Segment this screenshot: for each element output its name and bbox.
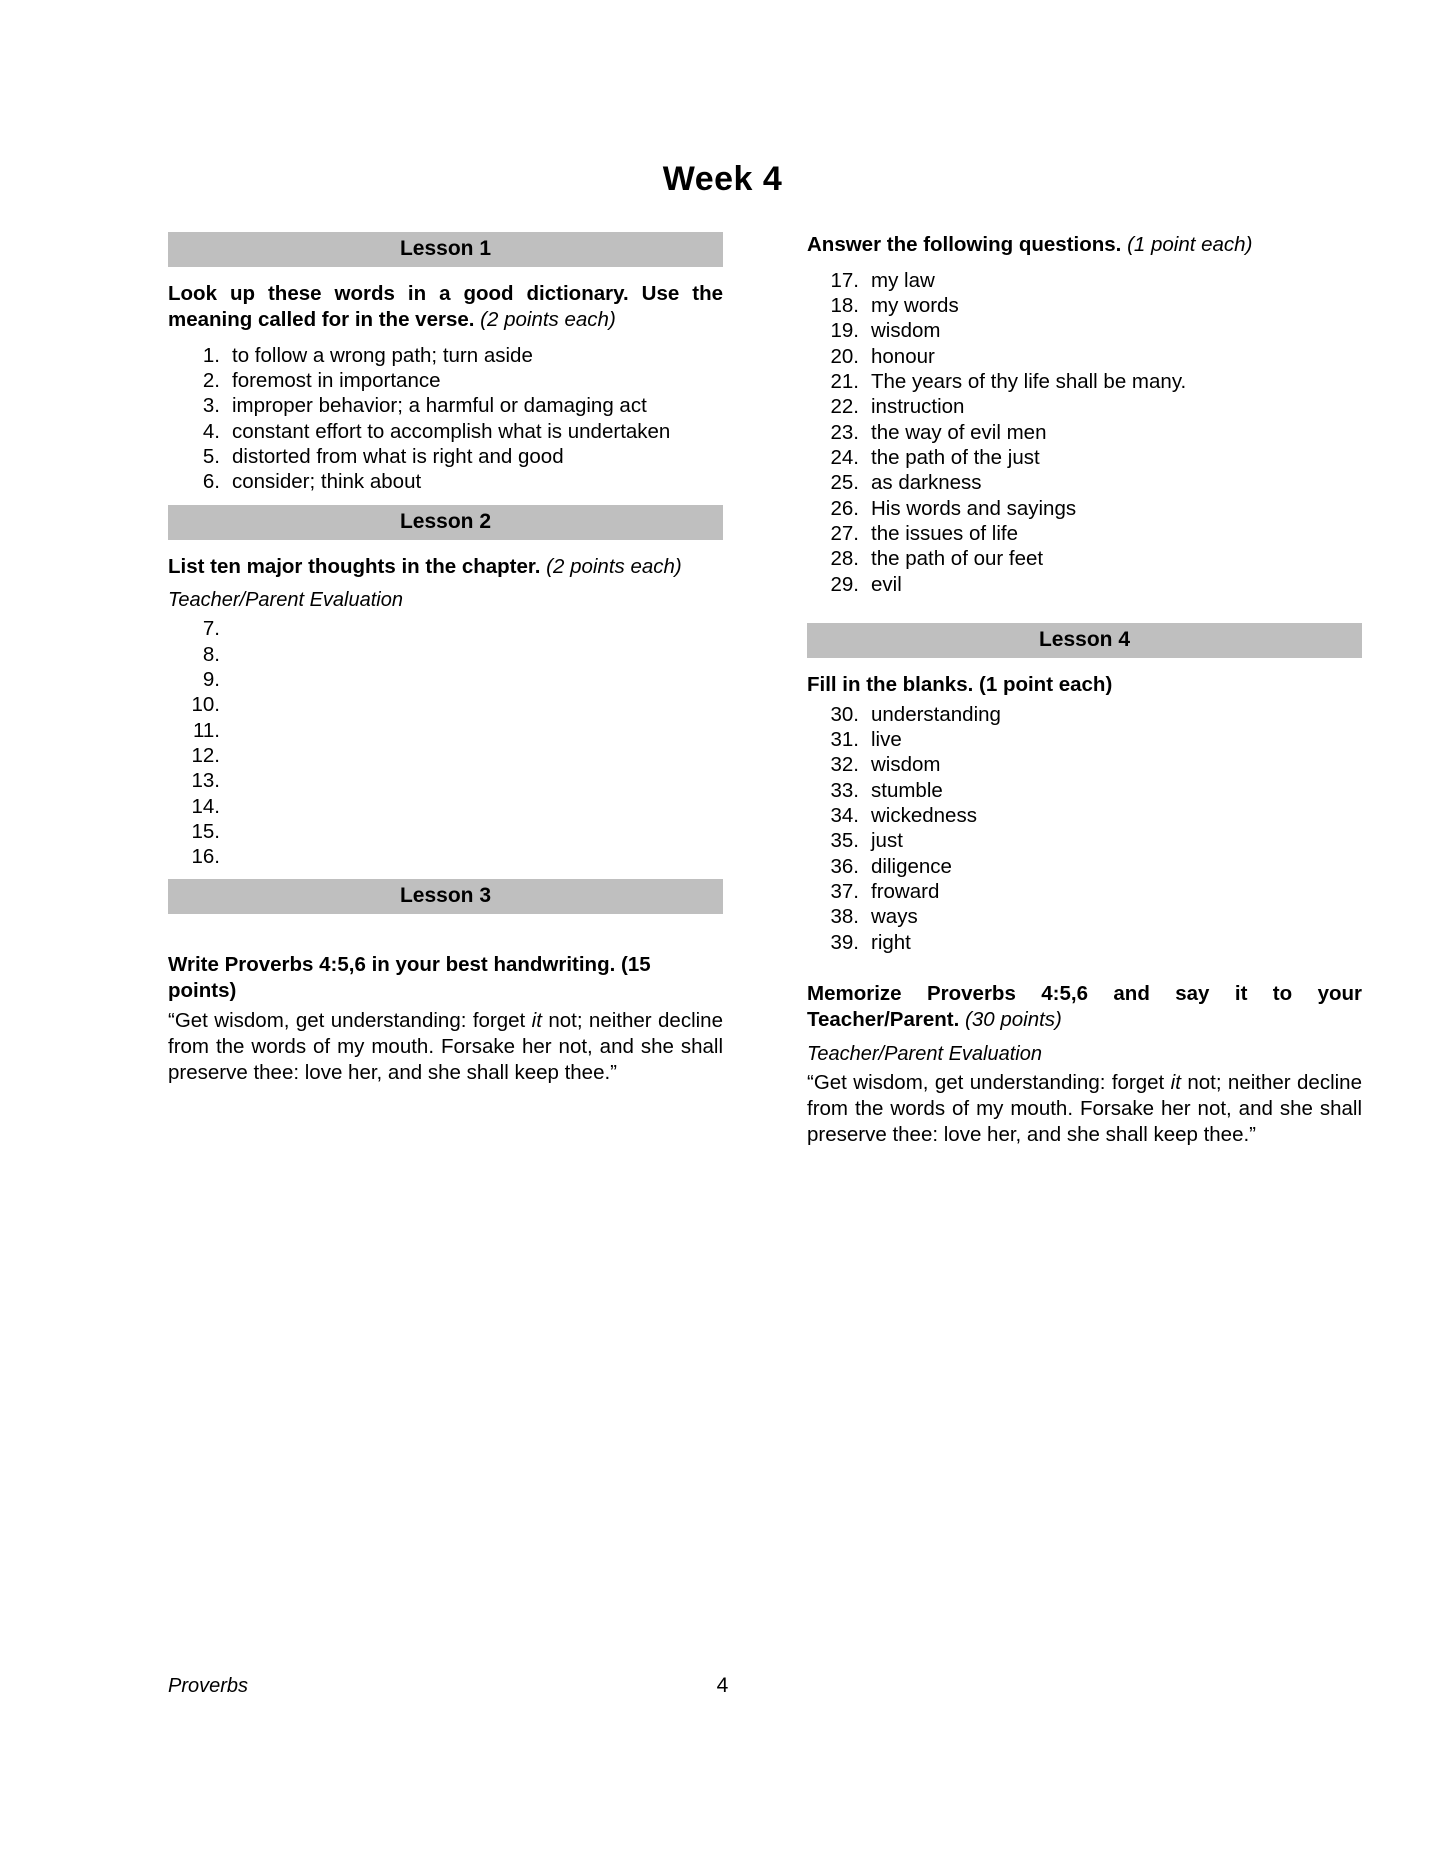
two-column-body [168, 232, 1363, 1148]
item-text: wisdom [871, 753, 941, 777]
list-item [807, 445, 1362, 470]
page-title: Week 4 [662, 160, 783, 198]
list-item [807, 727, 1362, 752]
memorize-instruction-text: Memorize Proverbs 4:5,6 and say it to your Teacher/Parent. [807, 981, 1362, 1031]
list-item [168, 768, 723, 793]
item-number: 12. [191, 743, 220, 767]
lesson-4-points: (1 point each) [979, 672, 1113, 696]
item-number: 6. [202, 470, 220, 494]
list-item [807, 879, 1362, 904]
list-item [807, 420, 1362, 445]
item-number: 24. [830, 446, 859, 470]
item-text: my words [871, 294, 959, 318]
lesson-4-instruction [807, 672, 1362, 698]
item-text: as darkness [871, 471, 982, 495]
item-number: 29. [830, 572, 859, 596]
lesson-1-instruction-text: Look up these words in a good dictionary. Use the meaning called for in the verse. [168, 282, 723, 331]
item-number: 33. [830, 778, 859, 802]
lesson-2-evaluation-label: Teacher/Parent Evaluation [168, 589, 403, 612]
list-item [168, 642, 723, 667]
item-number: 16. [191, 845, 220, 869]
list-item [807, 268, 1362, 293]
item-text: ways [871, 905, 918, 929]
list-item [807, 702, 1362, 727]
item-number: 9. [202, 667, 220, 691]
list-item [168, 844, 723, 869]
item-number: 18. [830, 294, 859, 318]
memorize-instruction [807, 981, 1362, 1033]
item-number: 35. [830, 829, 859, 853]
item-number: 3. [202, 394, 220, 418]
list-item [807, 394, 1362, 419]
list-item [807, 293, 1362, 318]
list-item [168, 794, 723, 819]
lesson-4-heading: Lesson 4 [807, 623, 1362, 658]
item-text: constant effort to accomplish what is undertaken [232, 419, 671, 443]
item-number: 34. [830, 803, 859, 827]
list-item [807, 803, 1362, 828]
list-item [807, 572, 1362, 597]
list-item [807, 854, 1362, 879]
lesson-1-answer-list [168, 343, 723, 495]
list-item [807, 546, 1362, 571]
list-item [807, 369, 1362, 394]
lesson-4-evaluation-label: Teacher/Parent Evaluation [807, 1042, 1042, 1065]
lesson-2-heading: Lesson 2 [168, 505, 723, 540]
item-number: 25. [830, 471, 859, 495]
lesson-2-instruction [168, 554, 723, 580]
lesson-2-points: (2 points each) [546, 554, 682, 578]
item-text: improper behavior; a harmful or damaging act [232, 394, 647, 418]
item-text: the way of evil men [871, 420, 1047, 444]
list-item [168, 819, 723, 844]
questions-points: (1 point each) [1127, 233, 1253, 256]
item-number: 23. [830, 420, 859, 444]
item-text: instruction [871, 395, 965, 419]
lesson-3-instruction [168, 952, 723, 1004]
item-text: His words and sayings [871, 496, 1077, 520]
verse-italic-word: it [1170, 1070, 1181, 1094]
item-number: 21. [830, 370, 859, 394]
item-number: 37. [830, 879, 859, 903]
item-text: understanding [871, 702, 1001, 726]
questions-answer-list [807, 268, 1362, 597]
list-item [168, 444, 723, 469]
item-number: 20. [830, 344, 859, 368]
list-item [807, 752, 1362, 777]
item-text: honour [871, 344, 935, 368]
list-item [168, 667, 723, 692]
item-text: wickedness [871, 803, 977, 827]
list-item [168, 368, 723, 393]
item-text: just [871, 829, 903, 853]
item-text: The years of thy life shall be many. [871, 370, 1187, 394]
item-text: the path of our feet [871, 547, 1044, 571]
verse-part-1: “Get wisdom, get understanding: forget [807, 1070, 1171, 1094]
item-number: 27. [830, 521, 859, 545]
item-number: 4. [202, 419, 220, 443]
list-item [168, 419, 723, 444]
footer-subject: Proverbs [168, 1675, 249, 1697]
item-number: 26. [830, 496, 859, 520]
lesson-4-answer-list [807, 702, 1362, 955]
list-item [168, 469, 723, 494]
item-number: 22. [830, 395, 859, 419]
list-item [168, 343, 723, 368]
item-number: 1. [202, 343, 220, 367]
list-item [168, 393, 723, 418]
item-number: 36. [830, 854, 859, 878]
item-number: 7. [202, 617, 220, 641]
list-item [168, 616, 723, 641]
item-number: 17. [830, 268, 859, 292]
footer-page-number: 4 [716, 1674, 729, 1697]
verse-part-1: “Get wisdom, get understanding: forget [168, 1009, 532, 1033]
lesson-1-points: (2 points each) [480, 307, 616, 331]
list-item [807, 470, 1362, 495]
item-text: stumble [871, 778, 943, 802]
list-item [168, 743, 723, 768]
item-text: live [871, 728, 902, 752]
item-number: 28. [830, 547, 859, 571]
questions-instruction [807, 232, 1362, 258]
item-number: 15. [191, 819, 220, 843]
item-text: to follow a wrong path; turn aside [232, 343, 533, 367]
questions-instruction-text: Answer the following questions. [807, 233, 1122, 256]
item-number: 32. [830, 753, 859, 777]
item-text: wisdom [871, 319, 941, 343]
lesson-3-verse [168, 1008, 723, 1086]
lesson-4-verse [807, 1070, 1362, 1148]
item-number: 5. [202, 444, 220, 468]
lesson-2-instruction-text: List ten major thoughts in the chapter. [168, 554, 541, 578]
item-text: froward [871, 879, 940, 903]
right-column [807, 232, 1362, 1148]
list-item [807, 496, 1362, 521]
list-item [807, 318, 1362, 343]
item-text: consider; think about [232, 470, 422, 494]
memorize-points: (30 points) [965, 1007, 1062, 1031]
lesson-3-points: (15 points) [168, 953, 651, 1003]
item-number: 19. [830, 319, 859, 343]
item-text: distorted from what is right and good [232, 444, 564, 468]
item-text: evil [871, 572, 902, 596]
verse-part-2: not; neither decline from the words of my mouth. Forsake her not, and she shall preserve thee: love her, and she shall keep thee.” [168, 1009, 723, 1085]
item-number: 30. [830, 702, 859, 726]
item-number: 13. [191, 769, 220, 793]
list-item [807, 778, 1362, 803]
list-item [807, 828, 1362, 853]
list-item [807, 904, 1362, 929]
verse-italic-word: it [531, 1009, 542, 1033]
item-text: the path of the just [871, 446, 1040, 470]
list-item [807, 930, 1362, 955]
item-number: 11. [193, 718, 220, 742]
lesson-3-heading: Lesson 3 [168, 879, 723, 914]
item-text: right [871, 930, 911, 954]
lesson-4-instruction-text: Fill in the blanks. [807, 672, 974, 696]
list-item [807, 344, 1362, 369]
lesson-1-heading: Lesson 1 [168, 232, 723, 267]
item-text: foremost in importance [232, 368, 441, 392]
list-item [807, 521, 1362, 546]
item-number: 38. [830, 905, 859, 929]
item-number: 39. [830, 930, 859, 954]
list-item [168, 718, 723, 743]
item-text: my law [871, 268, 935, 292]
item-text: the issues of life [871, 521, 1018, 545]
verse-part-2: not; neither decline from the words of my mouth. Forsake her not, and she shall preserve thee: love her, and she shall keep thee.” [807, 1070, 1362, 1146]
item-number: 2. [202, 368, 220, 392]
lesson-3-instruction-text: Write Proverbs 4:5,6 in your best handwriting. [168, 953, 616, 977]
left-column [168, 232, 723, 1148]
lesson-2-answer-list [168, 616, 723, 869]
list-item [168, 692, 723, 717]
item-number: 14. [191, 794, 220, 818]
item-number: 10. [191, 693, 220, 717]
lesson-1-instruction [168, 281, 723, 333]
item-number: 31. [830, 728, 859, 752]
item-number: 8. [202, 642, 220, 666]
item-text: diligence [871, 854, 952, 878]
